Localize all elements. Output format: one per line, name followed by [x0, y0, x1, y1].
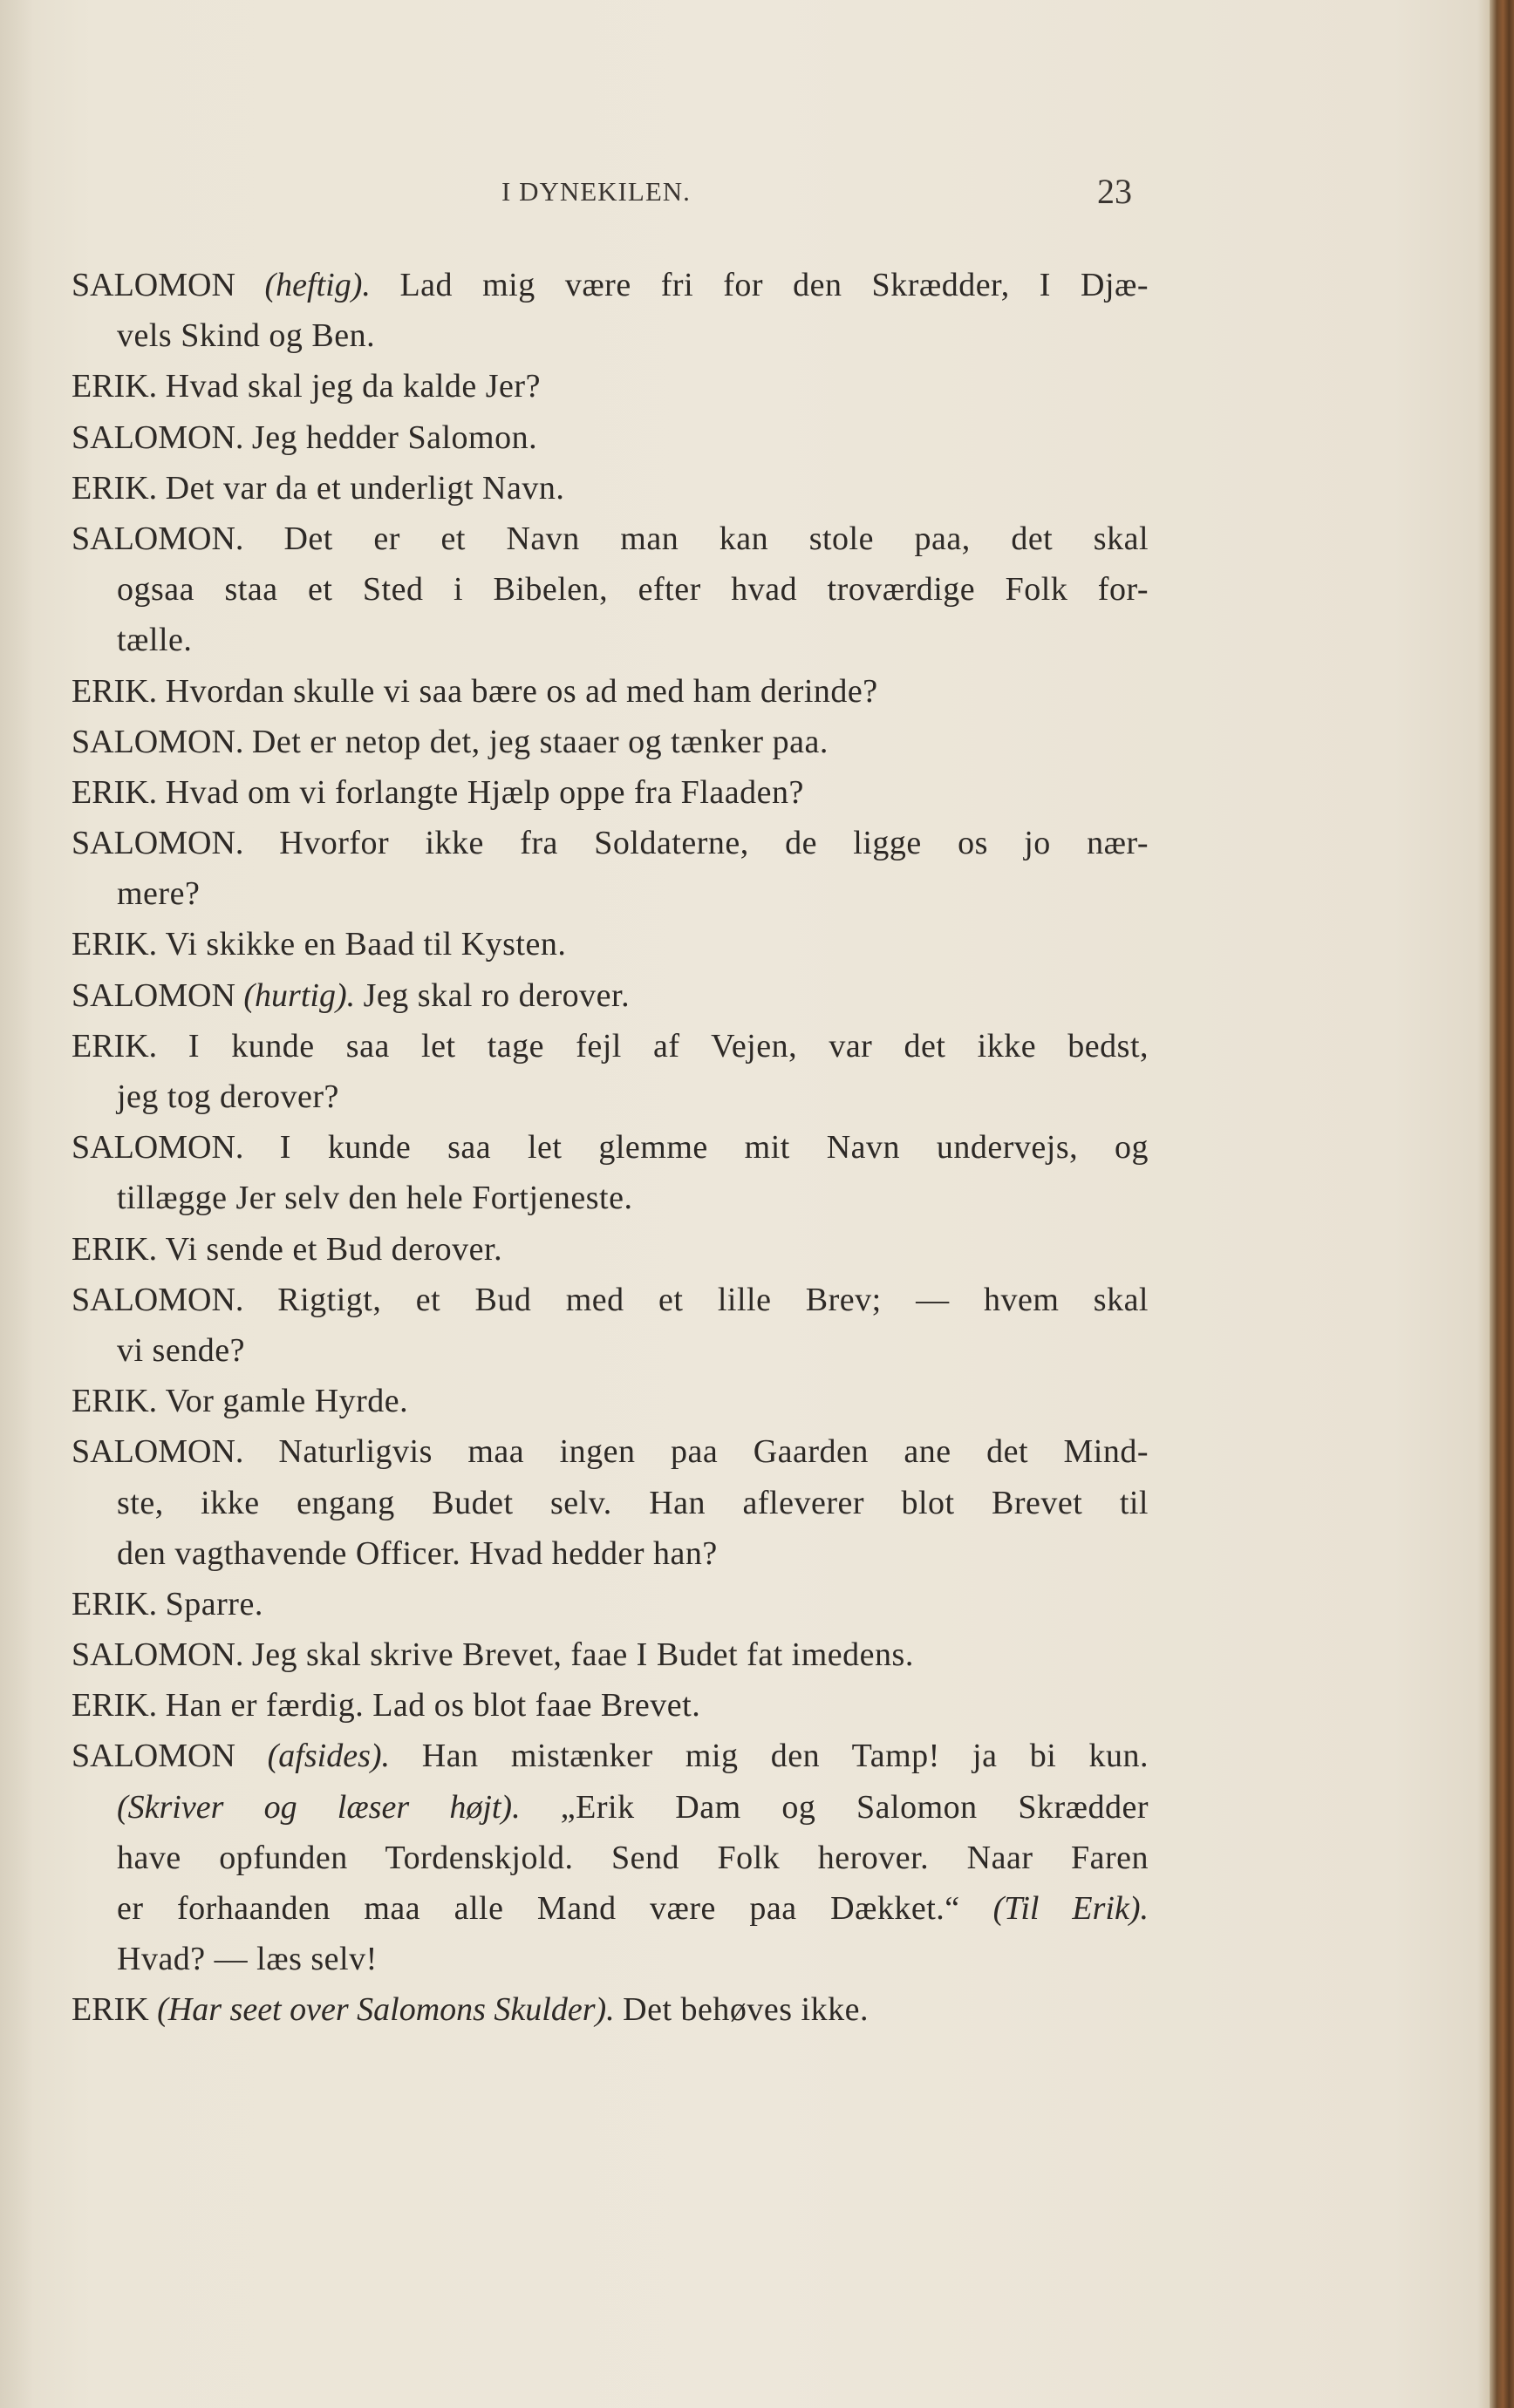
line-text: Jeg skal skrive Brevet, faae I Budet fat imedens. [251, 1636, 914, 1674]
speaker-name: SALOMON. [72, 1129, 244, 1167]
text-line [72, 1173, 1149, 1223]
text-line [72, 1579, 1149, 1629]
text-line [72, 1426, 1149, 1477]
line-text: tillægge Jer selv den hele Fortjeneste. [117, 1180, 633, 1217]
speaker-name: SALOMON. [72, 418, 244, 456]
line-text: Naturligvis maa ingen paa Gaarden ane det Mind- [278, 1433, 1149, 1471]
speaker-name: ERIK. [72, 1383, 158, 1420]
line-text: Hvad om vi forlangte Hjælp oppe fra Flaaden? [165, 773, 804, 811]
page-gutter-shadow [0, 0, 33, 2408]
speaker-name: SALOMON. [72, 825, 244, 862]
stage-direction: (Til Erik). [992, 1890, 1149, 1927]
line-text: den vagthavende Officer. Hvad hedder han? [117, 1534, 718, 1572]
running-head: I DYNEKILEN. [501, 176, 691, 207]
line-text: vi sende? [117, 1331, 245, 1369]
text-line [72, 767, 1149, 818]
speaker-name: ERIK. [72, 469, 158, 507]
dialogue-text [72, 260, 1149, 2036]
line-text: Vor gamle Hyrde. [165, 1383, 409, 1420]
line-text: Hvad skal jeg da kalde Jer? [165, 368, 541, 405]
speaker-name: ERIK. [72, 672, 158, 710]
speaker-name: ERIK. [72, 368, 158, 405]
line-text: vels Skind og Ben. [117, 317, 376, 355]
line-text: er forhaanden maa alle Mand være paa Dækket.“ [117, 1890, 960, 1927]
line-text: Vi skikke en Baad til Kysten. [165, 926, 567, 963]
line-text: have opfunden Tordenskjold. Send Folk herover. Naar Faren [117, 1839, 1149, 1876]
text-line [72, 615, 1149, 665]
text-line [72, 310, 1149, 361]
line-text: Sparre. [165, 1585, 263, 1622]
stage-direction: (heftig). [264, 267, 371, 303]
line-text: Hvad? — læs selv! [117, 1941, 378, 1978]
line-text: Hvorfor ikke fra Soldaterne, de ligge os jo nær- [279, 825, 1149, 862]
stage-direction: (afsides). [267, 1738, 391, 1775]
line-text: Han er færdig. Lad os blot faae Brevet. [165, 1687, 701, 1724]
text-line [72, 1984, 1149, 2035]
text-line [72, 1833, 1149, 1883]
speaker-name: SALOMON. [72, 1433, 244, 1471]
text-line [72, 717, 1149, 767]
page-header [0, 171, 1514, 214]
text-line [72, 1934, 1149, 1984]
speaker-name: ERIK. [72, 1230, 158, 1268]
line-text: Lad mig være fri for den Skrædder, I Djæ- [399, 267, 1149, 303]
text-line [72, 1376, 1149, 1426]
speaker-name: SALOMON [72, 976, 235, 1014]
text-line [72, 514, 1149, 564]
text-line [72, 1478, 1149, 1528]
text-line [72, 1325, 1149, 1376]
line-text: ste, ikke engang Budet selv. Han afleverer blot Brevet til [117, 1484, 1149, 1521]
speaker-name: SALOMON. [72, 1636, 244, 1674]
line-text: ogsaa staa et Sted i Bibelen, efter hvad troværdige Folk for- [117, 571, 1149, 609]
line-text: I kunde saa let tage fejl af Vejen, var det ikke bedst, [188, 1027, 1149, 1065]
text-line [72, 919, 1149, 969]
text-line [72, 463, 1149, 514]
speaker-name: ERIK [72, 1991, 149, 2029]
line-text: Vi sende et Bud derover. [165, 1230, 503, 1268]
book-spine [1490, 0, 1514, 2408]
stage-direction: (hurtig). [243, 976, 356, 1014]
speaker-name: SALOMON [72, 267, 235, 303]
speaker-name: ERIK. [72, 1027, 158, 1065]
line-text: jeg tog derover? [117, 1078, 339, 1115]
text-line [72, 1528, 1149, 1579]
stage-direction: (Har seet over Salomons Skulder). [157, 1991, 615, 2029]
speaker-name: SALOMON [72, 1738, 235, 1775]
line-text: „Erik Dam og Salomon Skrædder [560, 1788, 1149, 1826]
text-line [72, 1883, 1149, 1934]
text-line [72, 1275, 1149, 1325]
text-line [72, 412, 1149, 463]
text-line [72, 666, 1149, 717]
stage-direction: (Skriver og læser højt). [117, 1788, 521, 1826]
text-line [72, 868, 1149, 919]
text-line [72, 1071, 1149, 1122]
text-line [72, 970, 1149, 1021]
line-text: Det er et Navn man kan stole paa, det skal [283, 520, 1149, 557]
speaker-name: SALOMON. [72, 520, 244, 557]
text-line [72, 1224, 1149, 1275]
text-line [72, 818, 1149, 868]
line-text: I kunde saa let glemme mit Navn undervejs, og [279, 1129, 1149, 1167]
text-line [72, 1782, 1149, 1833]
page-edge-shadow [1477, 0, 1490, 2408]
speaker-name: SALOMON. [72, 1281, 244, 1318]
text-line [72, 1021, 1149, 1071]
line-text: Jeg hedder Salomon. [251, 418, 538, 456]
page-number: 23 [1097, 172, 1132, 211]
text-line [72, 361, 1149, 412]
text-line [72, 1629, 1149, 1680]
line-text: Jeg skal ro derover. [363, 976, 631, 1014]
speaker-name: ERIK. [72, 1585, 158, 1622]
text-line [72, 260, 1149, 310]
line-text: Rigtigt, et Bud med et lille Brev; — hvem skal [277, 1281, 1149, 1318]
line-text: Hvordan skulle vi saa bære os ad med ham derinde? [165, 672, 878, 710]
line-text: tælle. [117, 622, 193, 659]
speaker-name: ERIK. [72, 773, 158, 811]
text-line [72, 1680, 1149, 1731]
speaker-name: SALOMON. [72, 723, 244, 760]
line-text: Det var da et underligt Navn. [165, 469, 565, 507]
text-line [72, 1122, 1149, 1173]
speaker-name: ERIK. [72, 1687, 158, 1724]
line-text: mere? [117, 875, 201, 913]
line-text: Det behøves ikke. [623, 1991, 869, 2029]
line-text: Han mistænker mig den Tamp! ja bi kun. [421, 1738, 1149, 1775]
text-line [72, 564, 1149, 615]
line-text: Det er netop det, jeg staaer og tænker paa. [251, 723, 829, 760]
text-line [72, 1731, 1149, 1781]
speaker-name: ERIK. [72, 926, 158, 963]
